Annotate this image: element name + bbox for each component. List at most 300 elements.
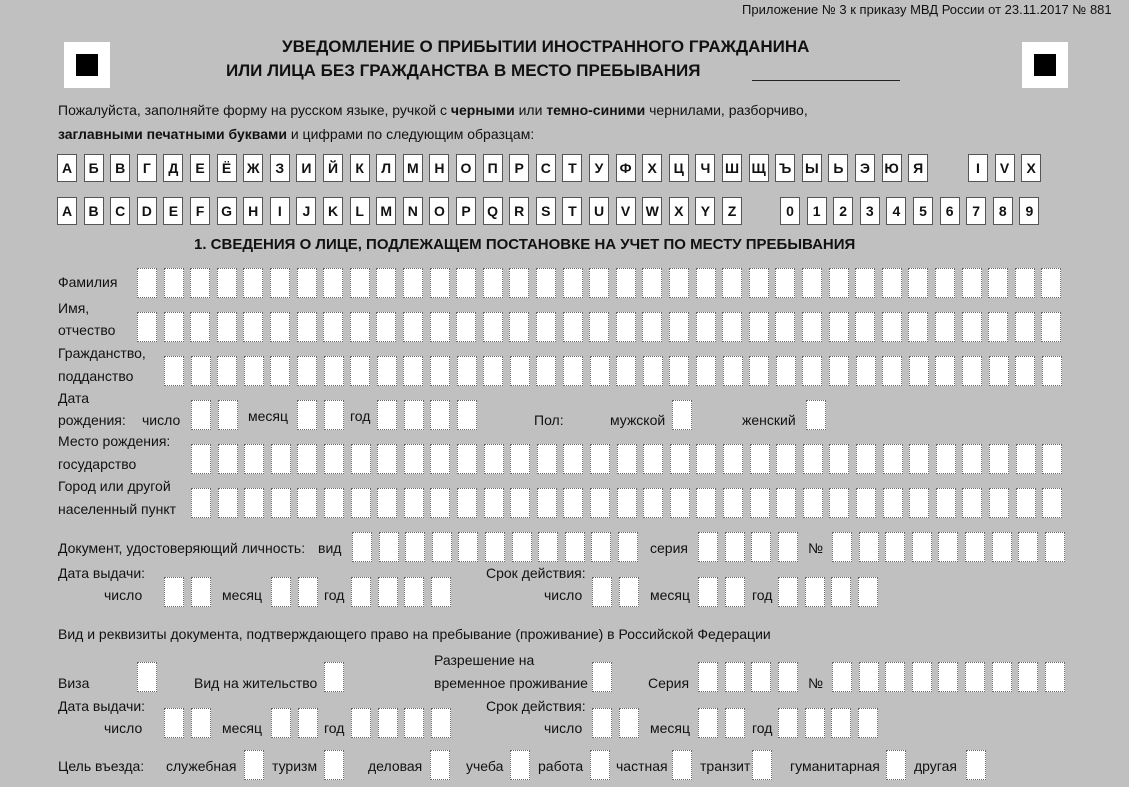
surname-cell[interactable] — [190, 268, 210, 298]
name-cell[interactable] — [563, 312, 583, 342]
cyrillic-sample-glyph-12: Л — [376, 154, 396, 182]
temp-permit-label: Разрешение на — [434, 652, 535, 668]
issue-day-cell[interactable] — [191, 577, 211, 607]
surname-cell[interactable] — [350, 268, 370, 298]
citizenship-cell[interactable] — [856, 356, 876, 386]
birth-country-cell[interactable] — [829, 444, 849, 474]
purpose-work-cell[interactable] — [590, 750, 610, 780]
surname-cell[interactable] — [775, 268, 795, 298]
birth-city-cell[interactable] — [297, 488, 317, 518]
birth-city-cell[interactable] — [670, 488, 690, 518]
citizenship-cell[interactable] — [483, 356, 503, 386]
citizenship-cell[interactable] — [164, 356, 184, 386]
birth-city-cell[interactable] — [696, 488, 716, 518]
surname-cell[interactable] — [988, 268, 1008, 298]
doc-number-cell[interactable] — [1018, 662, 1038, 692]
birth-city-cell[interactable] — [244, 488, 264, 518]
citizenship-cell[interactable] — [723, 356, 743, 386]
purpose-private-cell[interactable] — [672, 750, 692, 780]
id-kind-cell[interactable] — [565, 532, 585, 562]
birth-country-cell[interactable] — [909, 444, 929, 474]
name-cell[interactable] — [190, 312, 210, 342]
id-number-cell[interactable] — [938, 532, 958, 562]
title-underline[interactable] — [752, 80, 900, 81]
doc-issue-day-cell[interactable] — [191, 708, 211, 738]
birth-country-cell[interactable] — [404, 444, 424, 474]
doc-number-cell[interactable] — [938, 662, 958, 692]
id-number-cell[interactable] — [859, 532, 879, 562]
surname-cell[interactable] — [563, 268, 583, 298]
surname-cell[interactable] — [962, 268, 982, 298]
cyrillic-sample-glyph-17: Р — [509, 154, 529, 182]
id-number-label: № — [808, 540, 824, 556]
dob-year-cell[interactable] — [457, 400, 477, 430]
form-title-line1: УВЕДОМЛЕНИЕ О ПРИБЫТИИ ИНОСТРАННОГО ГРАЖДАНИНА — [282, 37, 810, 56]
doc-series-cell[interactable] — [778, 662, 798, 692]
birth-country-cell[interactable] — [484, 444, 504, 474]
issue-month-label: месяц — [222, 587, 263, 603]
dob-month-cell[interactable] — [297, 400, 317, 430]
issue-month-cell[interactable] — [271, 577, 291, 607]
issue-day-cell[interactable] — [164, 577, 184, 607]
name-cell[interactable] — [376, 312, 396, 342]
validity-month-cell[interactable] — [725, 577, 745, 607]
birth-city-cell[interactable] — [750, 488, 770, 518]
purpose-tourism-cell[interactable] — [324, 750, 344, 780]
id-kind-cell[interactable] — [352, 532, 372, 562]
latin-sample-glyph-10: K — [323, 197, 343, 225]
birth-city-cell[interactable] — [510, 488, 530, 518]
purpose-humanitarian-cell[interactable] — [886, 750, 906, 780]
name-cell[interactable] — [722, 312, 742, 342]
doc-issue-year-cell[interactable] — [351, 708, 371, 738]
doc-validity-year-cell[interactable] — [831, 708, 851, 738]
residence-permit-cell[interactable] — [324, 662, 344, 692]
surname-cell[interactable] — [509, 268, 529, 298]
surname-cell[interactable] — [217, 268, 237, 298]
name-cell[interactable] — [988, 312, 1008, 342]
doc-issue-year-cell[interactable] — [378, 708, 398, 738]
validity-year-cell[interactable] — [831, 577, 851, 607]
dob-year-cell[interactable] — [430, 400, 450, 430]
dob-month-cell[interactable] — [324, 400, 344, 430]
name-cell[interactable] — [164, 312, 184, 342]
purpose-business-cell[interactable] — [430, 750, 450, 780]
validity-month-cell[interactable] — [698, 577, 718, 607]
birth-country-cell[interactable] — [883, 444, 903, 474]
visa-cell[interactable] — [137, 662, 157, 692]
surname-cell[interactable] — [456, 268, 476, 298]
doc-number-cell[interactable] — [965, 662, 985, 692]
cyrillic-sample-glyph-29: Ь — [828, 154, 848, 182]
citizenship-cell[interactable] — [510, 356, 530, 386]
doc-validity-year-cell[interactable] — [858, 708, 878, 738]
citizenship-cell[interactable] — [696, 356, 716, 386]
birth-country-cell[interactable] — [617, 444, 637, 474]
surname-cell[interactable] — [164, 268, 184, 298]
name-cell[interactable] — [483, 312, 503, 342]
latin-sample-glyph-24: Y — [695, 197, 715, 225]
birth-country-cell[interactable] — [750, 444, 770, 474]
citizenship-cell[interactable] — [882, 356, 902, 386]
doc-number-cell[interactable] — [1045, 662, 1065, 692]
surname-cell[interactable] — [669, 268, 689, 298]
surname-cell[interactable] — [323, 268, 343, 298]
surname-cell[interactable] — [376, 268, 396, 298]
surname-cell[interactable] — [829, 268, 849, 298]
issue-year-cell[interactable] — [404, 577, 424, 607]
cyrillic-sample-glyph-32: Я — [908, 154, 928, 182]
doc-validity-day-cell[interactable] — [592, 708, 612, 738]
birth-country-cell[interactable] — [430, 444, 450, 474]
latin-sample-glyph-9: J — [296, 197, 316, 225]
birth-city-cell[interactable] — [962, 488, 982, 518]
birth-country-cell[interactable] — [696, 444, 716, 474]
sex-male-cell[interactable] — [672, 400, 692, 430]
id-number-cell[interactable] — [885, 532, 905, 562]
name-cell[interactable] — [829, 312, 849, 342]
latin-sample-glyph-21: V — [616, 197, 636, 225]
citizenship-cell[interactable] — [350, 356, 370, 386]
birth-country-cell[interactable] — [1016, 444, 1036, 474]
birth-city-cell[interactable] — [537, 488, 557, 518]
sex-female-cell[interactable] — [806, 400, 826, 430]
citizenship-cell[interactable] — [563, 356, 583, 386]
surname-cell[interactable] — [908, 268, 928, 298]
name-cell[interactable] — [962, 312, 982, 342]
name-cell[interactable] — [323, 312, 343, 342]
surname-cell[interactable] — [1041, 268, 1061, 298]
birth-city-cell[interactable] — [191, 488, 211, 518]
purpose-study-label: учеба — [466, 758, 504, 774]
latin-sample-glyph-7: H — [243, 197, 263, 225]
birth-city-cell[interactable] — [271, 488, 291, 518]
birth-country-cell[interactable] — [218, 444, 238, 474]
id-series-cell[interactable] — [778, 532, 798, 562]
citizenship-cell[interactable] — [669, 356, 689, 386]
birth-city-cell[interactable] — [377, 488, 397, 518]
validity-year-cell[interactable] — [805, 577, 825, 607]
doc-issue-day-cell[interactable] — [164, 708, 184, 738]
name-cell[interactable] — [1041, 312, 1061, 342]
validity-year-cell[interactable] — [778, 577, 798, 607]
dob-day-cell[interactable] — [191, 400, 211, 430]
name-cell[interactable] — [642, 312, 662, 342]
issue-year-cell[interactable] — [431, 577, 451, 607]
residence-permit-label: Вид на жительство — [194, 675, 318, 691]
birth-city-cell[interactable] — [457, 488, 477, 518]
citizenship-cell[interactable] — [191, 356, 211, 386]
surname-cell[interactable] — [430, 268, 450, 298]
sex-male-label: мужской — [610, 412, 666, 428]
birth-city-cell[interactable] — [218, 488, 238, 518]
id-series-cell[interactable] — [698, 532, 718, 562]
name-cell[interactable] — [350, 312, 370, 342]
birth-city-cell[interactable] — [404, 488, 424, 518]
birth-city-cell[interactable] — [484, 488, 504, 518]
birth-city-cell[interactable] — [829, 488, 849, 518]
citizenship-cell[interactable] — [297, 356, 317, 386]
birth-country-cell[interactable] — [590, 444, 610, 474]
citizenship-cell[interactable] — [802, 356, 822, 386]
citizenship-cell[interactable] — [403, 356, 423, 386]
dob-day-cell[interactable] — [218, 400, 238, 430]
name-cell[interactable] — [696, 312, 716, 342]
id-kind-cell[interactable] — [591, 532, 611, 562]
id-number-cell[interactable] — [832, 532, 852, 562]
purpose-private-label: частная — [616, 758, 668, 774]
citizenship-cell[interactable] — [270, 356, 290, 386]
birth-country-cell[interactable] — [670, 444, 690, 474]
birth-city-cell[interactable] — [430, 488, 450, 518]
cyrillic-sample-glyph-9: И — [296, 154, 316, 182]
citizenship-cell[interactable] — [643, 356, 663, 386]
birth-country-cell[interactable] — [723, 444, 743, 474]
birth-country-cell[interactable] — [297, 444, 317, 474]
purpose-other-cell[interactable] — [966, 750, 986, 780]
surname-cell[interactable] — [616, 268, 636, 298]
purpose-service-cell[interactable] — [244, 750, 264, 780]
name-cell[interactable] — [536, 312, 556, 342]
validity-year-cell[interactable] — [858, 577, 878, 607]
doc-number-cell[interactable] — [992, 662, 1012, 692]
birth-city-cell[interactable] — [590, 488, 610, 518]
citizenship-cell[interactable] — [217, 356, 237, 386]
citizenship-cell[interactable] — [749, 356, 769, 386]
birth-country-cell[interactable] — [803, 444, 823, 474]
id-kind-cell[interactable] — [618, 532, 638, 562]
issue-year-cell[interactable] — [378, 577, 398, 607]
birth-city-cell[interactable] — [909, 488, 929, 518]
doc-issue-year-cell[interactable] — [404, 708, 424, 738]
birth-city-cell[interactable] — [723, 488, 743, 518]
birth-country-cell[interactable] — [244, 444, 264, 474]
doc-validity-day-cell[interactable] — [619, 708, 639, 738]
issue-month-cell[interactable] — [298, 577, 318, 607]
citizenship-cell[interactable] — [1015, 356, 1035, 386]
cyrillic-sample-glyph-19: Т — [562, 154, 582, 182]
doc-validity-month-cell[interactable] — [725, 708, 745, 738]
id-kind-cell[interactable] — [432, 532, 452, 562]
temp-permit-cell[interactable] — [592, 662, 612, 692]
citizenship-cell[interactable] — [962, 356, 982, 386]
name-cell[interactable] — [297, 312, 317, 342]
dob-year-cell[interactable] — [404, 400, 424, 430]
citizenship-cell[interactable] — [457, 356, 477, 386]
surname-cell[interactable] — [642, 268, 662, 298]
id-series-cell[interactable] — [725, 532, 745, 562]
digit-sample-glyph-6: 6 — [940, 197, 960, 225]
citizenship-cell[interactable] — [616, 356, 636, 386]
doc-series-cell[interactable] — [725, 662, 745, 692]
citizenship-cell[interactable] — [430, 356, 450, 386]
id-number-cell[interactable] — [912, 532, 932, 562]
surname-cell[interactable] — [722, 268, 742, 298]
birth-city-cell[interactable] — [1042, 488, 1062, 518]
doc-issue-month-cell[interactable] — [271, 708, 291, 738]
name-cell[interactable] — [430, 312, 450, 342]
surname-cell[interactable] — [749, 268, 769, 298]
name-cell[interactable] — [935, 312, 955, 342]
name-cell[interactable] — [217, 312, 237, 342]
birth-city-cell[interactable] — [856, 488, 876, 518]
form-title-line2: ИЛИ ЛИЦА БЕЗ ГРАЖДАНСТВА В МЕСТО ПРЕБЫВАНИЯ — [226, 61, 701, 80]
validity-day-label: число — [544, 587, 583, 603]
birth-country-cell[interactable] — [989, 444, 1009, 474]
doc-number-cell[interactable] — [832, 662, 852, 692]
id-kind-cell[interactable] — [405, 532, 425, 562]
doc-number-label: № — [808, 675, 824, 691]
doc-number-cell[interactable] — [885, 662, 905, 692]
doc-issue-day-label: число — [104, 720, 143, 736]
purpose-transit-cell[interactable] — [752, 750, 772, 780]
digit-sample-glyph-8: 8 — [993, 197, 1013, 225]
id-kind-cell[interactable] — [538, 532, 558, 562]
cyrillic-sample-glyph-26: Щ — [749, 154, 769, 182]
issue-year-cell[interactable] — [351, 577, 371, 607]
birth-city-cell[interactable] — [883, 488, 903, 518]
purpose-work-label: работа — [538, 758, 584, 774]
citizenship-cell[interactable] — [776, 356, 796, 386]
purpose-study-cell[interactable] — [510, 750, 530, 780]
cyrillic-sample-glyph-5: Е — [190, 154, 210, 182]
surname-cell[interactable] — [243, 268, 263, 298]
name-cell[interactable] — [775, 312, 795, 342]
cyrillic-sample-glyph-28: Ы — [802, 154, 822, 182]
purpose-humanitarian-label: гуманитарная — [790, 758, 880, 774]
birth-country-cell[interactable] — [563, 444, 583, 474]
birth-country-cell[interactable] — [510, 444, 530, 474]
id-kind-cell[interactable] — [458, 532, 478, 562]
birth-country-cell[interactable] — [457, 444, 477, 474]
validity-day-cell[interactable] — [619, 577, 639, 607]
latin-sample-glyph-2: C — [110, 197, 130, 225]
validity-month-label: месяц — [650, 587, 691, 603]
id-kind-cell[interactable] — [379, 532, 399, 562]
birth-city-cell[interactable] — [563, 488, 583, 518]
surname-cell[interactable] — [536, 268, 556, 298]
birth-country-cell[interactable] — [191, 444, 211, 474]
name-cell[interactable] — [855, 312, 875, 342]
birth-country-cell[interactable] — [271, 444, 291, 474]
id-number-cell[interactable] — [1045, 532, 1065, 562]
citizenship-cell[interactable] — [590, 356, 610, 386]
surname-cell[interactable] — [882, 268, 902, 298]
digit-sample-glyph-5: 5 — [913, 197, 933, 225]
name-cell[interactable] — [509, 312, 529, 342]
right-to-stay-label: Вид и реквизиты документа, подтверждающего право на пребывание (проживание) в Российской Федерации — [58, 626, 771, 642]
citizenship-cell[interactable] — [989, 356, 1009, 386]
birth-country-cell[interactable] — [537, 444, 557, 474]
birth-country-cell[interactable] — [643, 444, 663, 474]
surname-cell[interactable] — [270, 268, 290, 298]
surname-cell[interactable] — [855, 268, 875, 298]
id-series-cell[interactable] — [751, 532, 771, 562]
name-cell[interactable] — [137, 312, 157, 342]
dob-year-cell[interactable] — [377, 400, 397, 430]
doc-validity-year-cell[interactable] — [778, 708, 798, 738]
citizenship-cell[interactable] — [909, 356, 929, 386]
birth-city-cell[interactable] — [324, 488, 344, 518]
id-kind-cell[interactable] — [512, 532, 532, 562]
validity-day-cell[interactable] — [592, 577, 612, 607]
birth-country-cell[interactable] — [351, 444, 371, 474]
surname-cell[interactable] — [297, 268, 317, 298]
citizenship-cell[interactable] — [324, 356, 344, 386]
birth-country-cell[interactable] — [1042, 444, 1062, 474]
name-cell[interactable] — [908, 312, 928, 342]
citizenship-cell[interactable] — [1042, 356, 1062, 386]
name-cell[interactable] — [270, 312, 290, 342]
birth-city-cell[interactable] — [617, 488, 637, 518]
birth-country-cell[interactable] — [377, 444, 397, 474]
birth-city-cell[interactable] — [803, 488, 823, 518]
surname-cell[interactable] — [589, 268, 609, 298]
doc-issue-month-cell[interactable] — [298, 708, 318, 738]
doc-number-cell[interactable] — [859, 662, 879, 692]
birth-country-cell[interactable] — [962, 444, 982, 474]
roman-sample-glyph-2: X — [1021, 154, 1041, 182]
name-cell[interactable] — [669, 312, 689, 342]
doc-series-cell[interactable] — [751, 662, 771, 692]
doc-series-cell[interactable] — [698, 662, 718, 692]
birth-country-cell[interactable] — [936, 444, 956, 474]
roman-sample-glyph-0: I — [968, 154, 988, 182]
name-cell[interactable] — [616, 312, 636, 342]
name-cell[interactable] — [882, 312, 902, 342]
birth-city-cell[interactable] — [936, 488, 956, 518]
citizenship-cell[interactable] — [536, 356, 556, 386]
name-cell[interactable] — [802, 312, 822, 342]
surname-cell[interactable] — [935, 268, 955, 298]
citizenship-cell[interactable] — [829, 356, 849, 386]
id-number-cell[interactable] — [1018, 532, 1038, 562]
birth-city-cell[interactable] — [989, 488, 1009, 518]
citizenship-cell[interactable] — [377, 356, 397, 386]
birth-city-cell[interactable] — [643, 488, 663, 518]
birth-country-cell[interactable] — [776, 444, 796, 474]
surname-cell[interactable] — [802, 268, 822, 298]
id-number-cell[interactable] — [992, 532, 1012, 562]
surname-cell[interactable] — [696, 268, 716, 298]
birth-country-cell[interactable] — [856, 444, 876, 474]
name-cell[interactable] — [456, 312, 476, 342]
doc-number-cell[interactable] — [912, 662, 932, 692]
id-kind-cell[interactable] — [485, 532, 505, 562]
birth-city-cell[interactable] — [776, 488, 796, 518]
doc-validity-month-cell[interactable] — [698, 708, 718, 738]
name-cell[interactable] — [1015, 312, 1035, 342]
name-cell[interactable] — [403, 312, 423, 342]
name-cell[interactable] — [589, 312, 609, 342]
surname-cell[interactable] — [403, 268, 423, 298]
name-cell[interactable] — [243, 312, 263, 342]
birth-country-cell[interactable] — [324, 444, 344, 474]
birth-city-cell[interactable] — [1016, 488, 1036, 518]
doc-issue-year-cell[interactable] — [431, 708, 451, 738]
birth-city-cell[interactable] — [351, 488, 371, 518]
citizenship-cell[interactable] — [935, 356, 955, 386]
citizenship-cell[interactable] — [244, 356, 264, 386]
doc-validity-year-cell[interactable] — [805, 708, 825, 738]
surname-cell[interactable] — [137, 268, 157, 298]
name-cell[interactable] — [749, 312, 769, 342]
id-number-cell[interactable] — [965, 532, 985, 562]
surname-cell[interactable] — [1015, 268, 1035, 298]
cyrillic-sample-glyph-14: Н — [429, 154, 449, 182]
purpose-other-label: другая — [914, 758, 957, 774]
surname-cell[interactable] — [483, 268, 503, 298]
